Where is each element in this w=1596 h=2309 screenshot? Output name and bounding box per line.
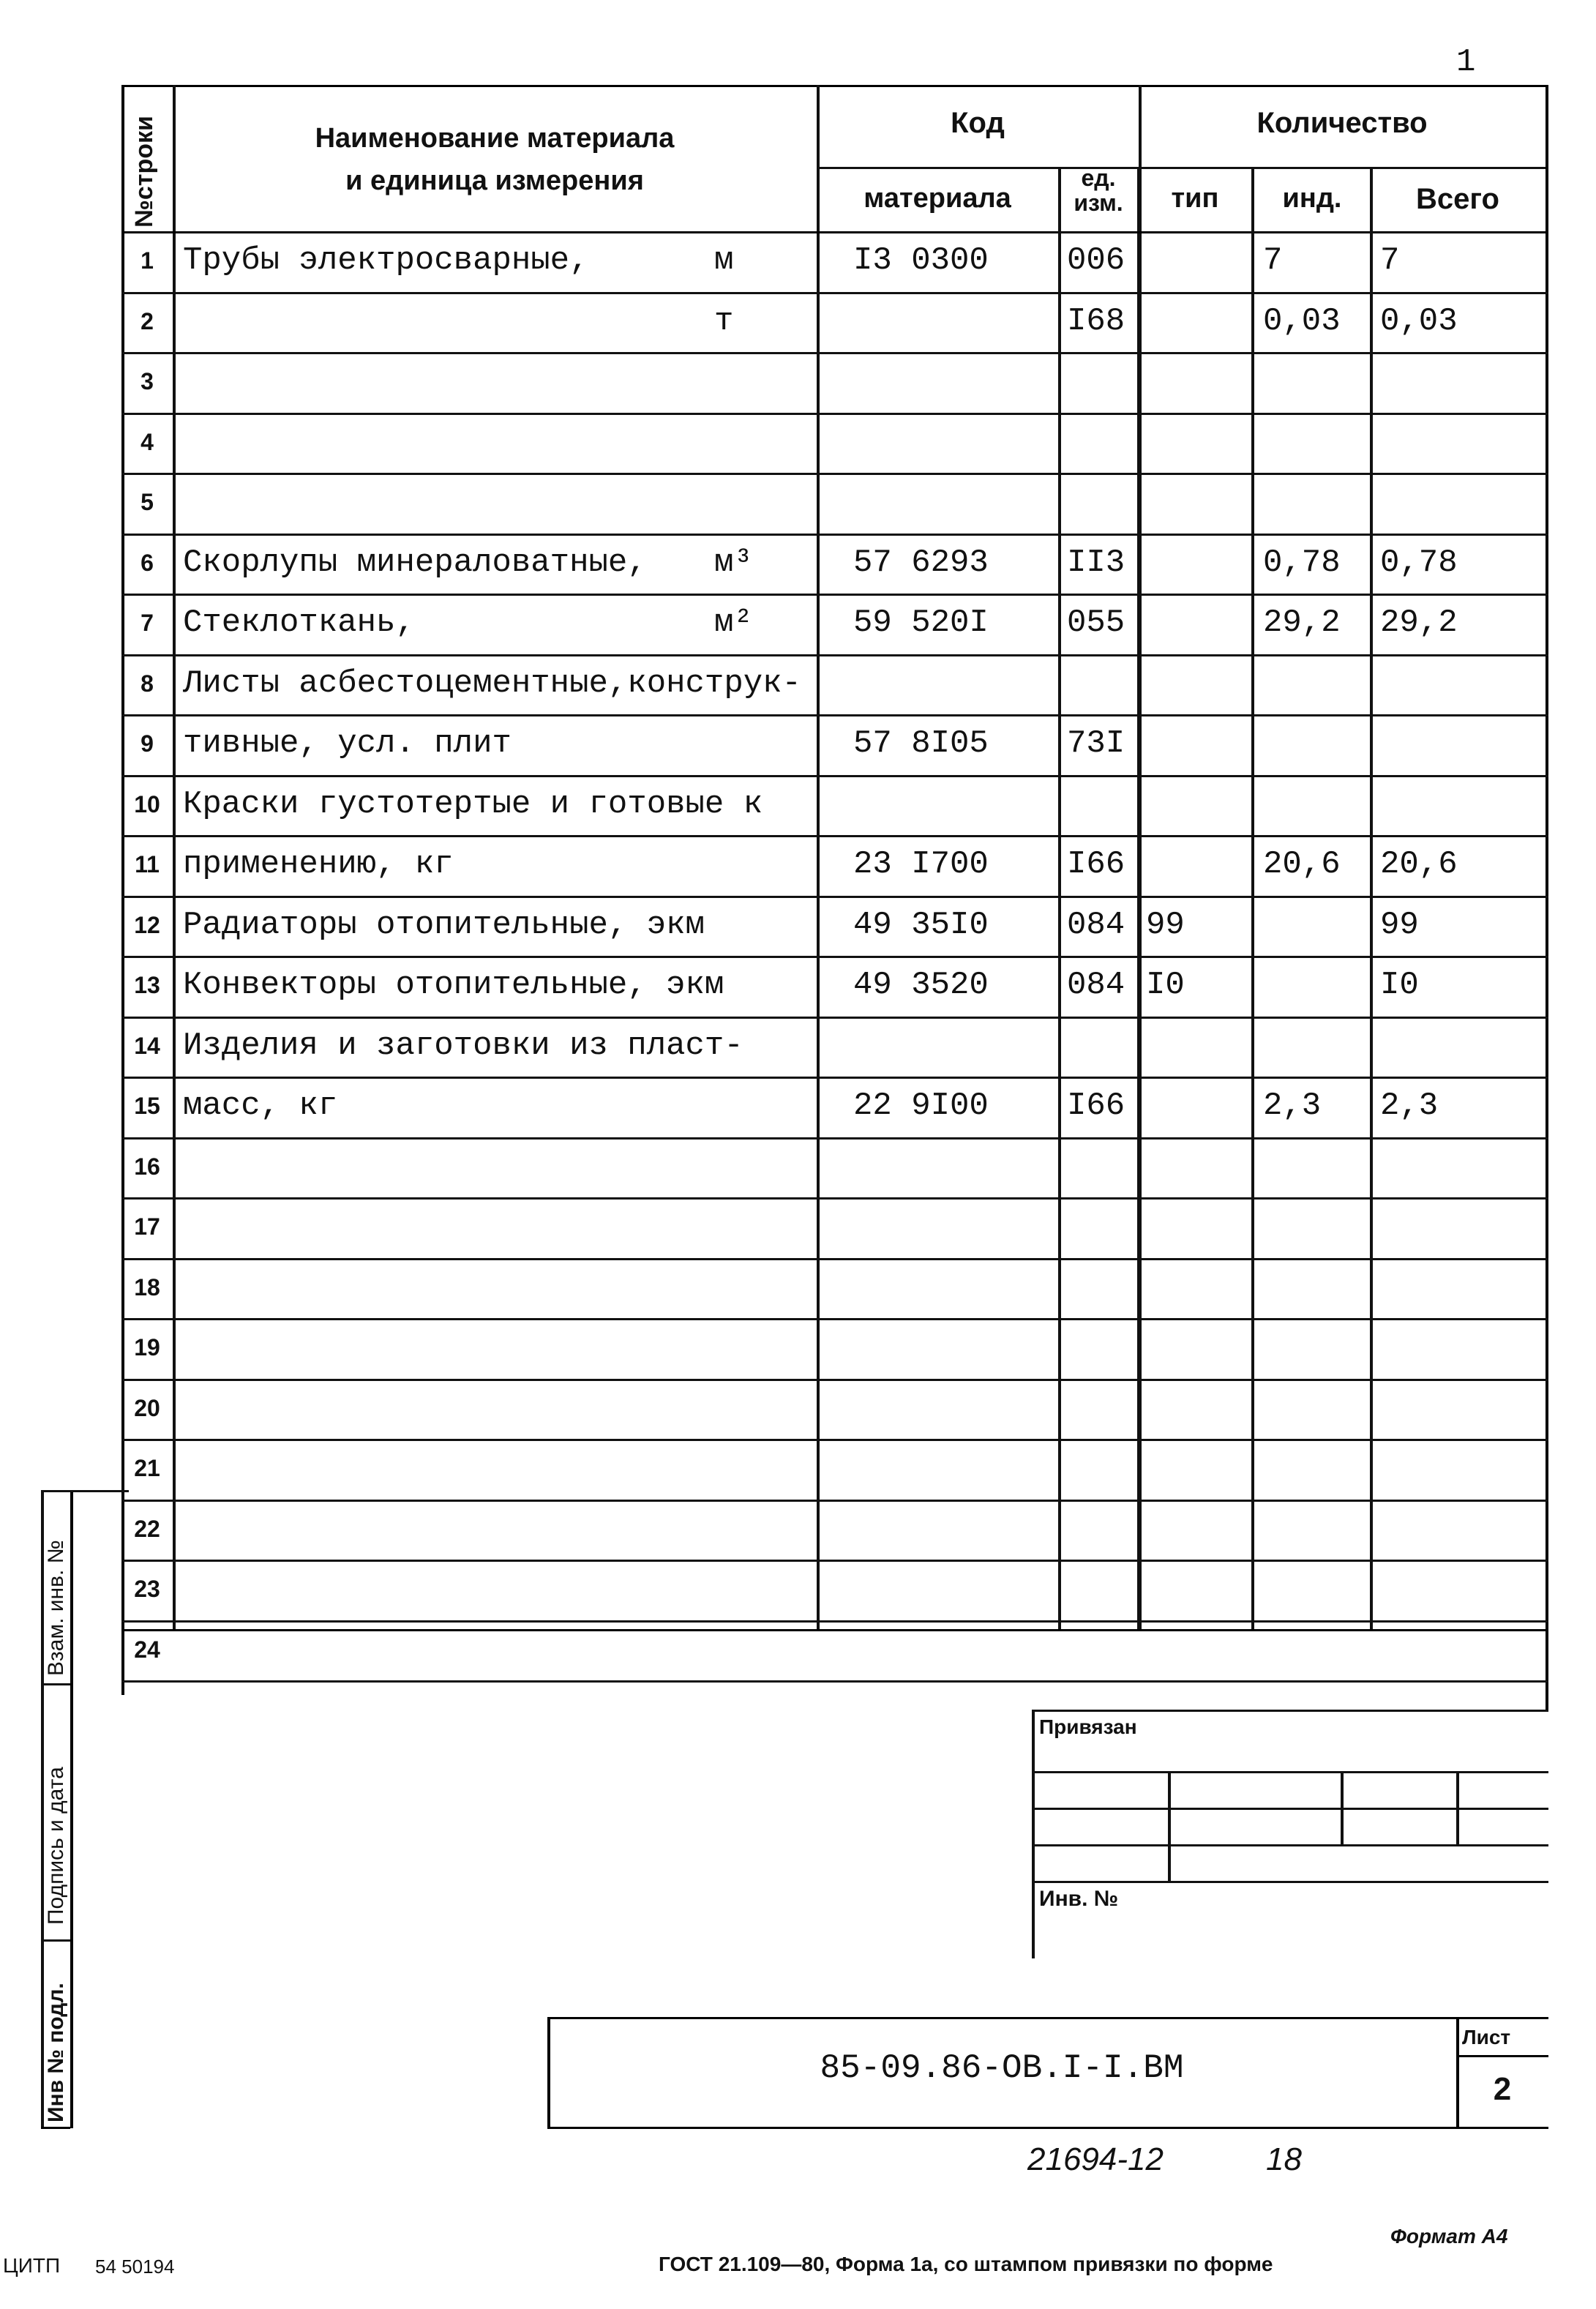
unit-code: II3 bbox=[1067, 544, 1125, 581]
qty-type: 99 bbox=[1146, 906, 1185, 943]
unit-code: 084 bbox=[1067, 906, 1125, 943]
unit-code: I68 bbox=[1067, 302, 1125, 340]
row-number: 7 bbox=[141, 610, 154, 636]
header-name-line1: Наименование материала bbox=[315, 123, 675, 154]
material-name: Листы асбестоцементные,конструк- bbox=[183, 665, 801, 702]
material-name: Стеклоткань, bbox=[183, 605, 415, 641]
row-number: 17 bbox=[134, 1213, 160, 1240]
material-name: Радиаторы отопительные, экм bbox=[183, 906, 705, 943]
row-number: 16 bbox=[134, 1153, 160, 1180]
material-unit: м bbox=[714, 242, 734, 279]
row-number: 14 bbox=[134, 1032, 160, 1059]
row-number: 19 bbox=[134, 1334, 160, 1361]
unit-code: 73I bbox=[1067, 725, 1125, 762]
qty-total: 20,6 bbox=[1380, 846, 1458, 883]
row-number: 10 bbox=[134, 790, 160, 817]
row-number: 11 bbox=[135, 851, 160, 877]
qty-ind: 29,2 bbox=[1263, 605, 1341, 641]
header-qty-ind: инд. bbox=[1282, 183, 1342, 214]
material-name: применению, кг bbox=[183, 846, 454, 883]
qty-ind: 0,03 bbox=[1263, 302, 1341, 340]
footer-gost: ГОСТ 21.109—80, Форма 1а, со штампом привязки по форме bbox=[659, 2253, 1273, 2275]
material-code: 49 35I0 bbox=[853, 906, 989, 943]
qty-ind: 7 bbox=[1263, 242, 1283, 279]
qty-total: 99 bbox=[1380, 906, 1419, 943]
row-number: 15 bbox=[134, 1093, 160, 1119]
qty-ind: 20,6 bbox=[1263, 846, 1341, 883]
side-stamp-inv-podl: Инв № подл. bbox=[44, 1983, 68, 2122]
sheet-number: 2 bbox=[1493, 2071, 1512, 2107]
unit-code: I66 bbox=[1067, 846, 1125, 883]
side-stamp-vzam: Взам. инв. № bbox=[44, 1540, 68, 1676]
row-number: 8 bbox=[141, 670, 154, 697]
row-number: 12 bbox=[134, 911, 160, 938]
material-name: Краски густотертые и готовые к bbox=[183, 785, 763, 823]
row-number: 1 bbox=[141, 247, 154, 274]
material-code: 49 3520 bbox=[853, 967, 989, 1003]
qty-total: I0 bbox=[1380, 967, 1419, 1003]
row-number: 22 bbox=[134, 1515, 160, 1542]
row-number: 9 bbox=[141, 730, 154, 757]
corner-mark: 1 bbox=[1456, 44, 1476, 81]
row-number: 18 bbox=[134, 1273, 160, 1301]
header-code-unit: ед. изм. bbox=[1074, 165, 1123, 216]
header-code: Код bbox=[951, 107, 1005, 139]
document-code: 85-09.86-ОВ.I-I.ВМ bbox=[820, 2049, 1184, 2087]
unit-code: 006 bbox=[1067, 242, 1125, 279]
footer-format: Формат А4 bbox=[1390, 2225, 1508, 2248]
unit-code: I66 bbox=[1067, 1088, 1125, 1124]
handwritten-page: 18 bbox=[1266, 2141, 1302, 2177]
side-stamp-podpis: Подпись и дата bbox=[44, 1767, 68, 1925]
header-qty-total: Всего bbox=[1416, 183, 1499, 215]
header-quantity: Количество bbox=[1256, 107, 1428, 139]
material-code: 57 6293 bbox=[853, 544, 989, 581]
row-number: 23 bbox=[134, 1576, 160, 1602]
qty-ind: 0,78 bbox=[1263, 544, 1341, 581]
material-code: 23 I700 bbox=[853, 846, 989, 883]
material-code: I3 0300 bbox=[853, 242, 989, 279]
material-name: Конвекторы отопительные, экм bbox=[183, 967, 724, 1003]
qty-total: 29,2 bbox=[1380, 605, 1458, 641]
material-name: Изделия и заготовки из пласт- bbox=[183, 1027, 743, 1064]
handwritten-number: 21694-12 bbox=[1027, 2141, 1164, 2177]
row-number: 13 bbox=[134, 972, 160, 998]
footer-org: ЦИТП bbox=[3, 2254, 61, 2277]
row-number: 20 bbox=[134, 1394, 160, 1421]
unit-code: 055 bbox=[1067, 605, 1125, 641]
material-code: 22 9I00 bbox=[853, 1088, 989, 1124]
material-unit: т bbox=[714, 302, 734, 340]
row-number: 5 bbox=[141, 489, 154, 515]
row-number: 6 bbox=[141, 549, 154, 576]
qty-ind: 2,3 bbox=[1263, 1088, 1322, 1124]
row-number: 4 bbox=[141, 428, 154, 455]
material-code: 59 520I bbox=[853, 605, 989, 641]
row-number: 3 bbox=[141, 368, 154, 394]
sheet-label: Лист bbox=[1462, 2026, 1511, 2048]
material-name: масс, кг bbox=[183, 1088, 338, 1124]
stamp-inv-no: Инв. № bbox=[1039, 1887, 1119, 1911]
qty-total: 7 bbox=[1380, 242, 1400, 279]
header-qty-type: тип bbox=[1171, 183, 1219, 214]
footer-order: 54 50194 bbox=[95, 2256, 175, 2278]
stamp-privyazan: Привязан bbox=[1039, 1715, 1137, 1738]
header-code-material: материала bbox=[863, 183, 1011, 214]
material-name: тивные, усл. плит bbox=[183, 725, 512, 762]
material-unit: м³ bbox=[714, 544, 753, 581]
materials-table bbox=[121, 85, 1548, 1710]
material-name: Трубы электросварные, bbox=[183, 242, 589, 279]
row-number: 24 bbox=[134, 1636, 160, 1663]
material-code: 57 8I05 bbox=[853, 725, 989, 762]
row-number: 2 bbox=[141, 307, 154, 334]
material-unit: м² bbox=[714, 605, 753, 641]
header-name-line2: и единица измерения bbox=[345, 165, 644, 196]
material-name: Скорлупы минераловатные, bbox=[183, 544, 647, 581]
qty-total: 2,3 bbox=[1380, 1088, 1439, 1124]
header-row-number: №строки bbox=[130, 116, 158, 228]
qty-total: 0,78 bbox=[1380, 544, 1458, 581]
qty-type: I0 bbox=[1146, 967, 1185, 1003]
unit-code: 084 bbox=[1067, 967, 1125, 1003]
row-number: 21 bbox=[134, 1455, 160, 1481]
qty-total: 0,03 bbox=[1380, 302, 1458, 340]
